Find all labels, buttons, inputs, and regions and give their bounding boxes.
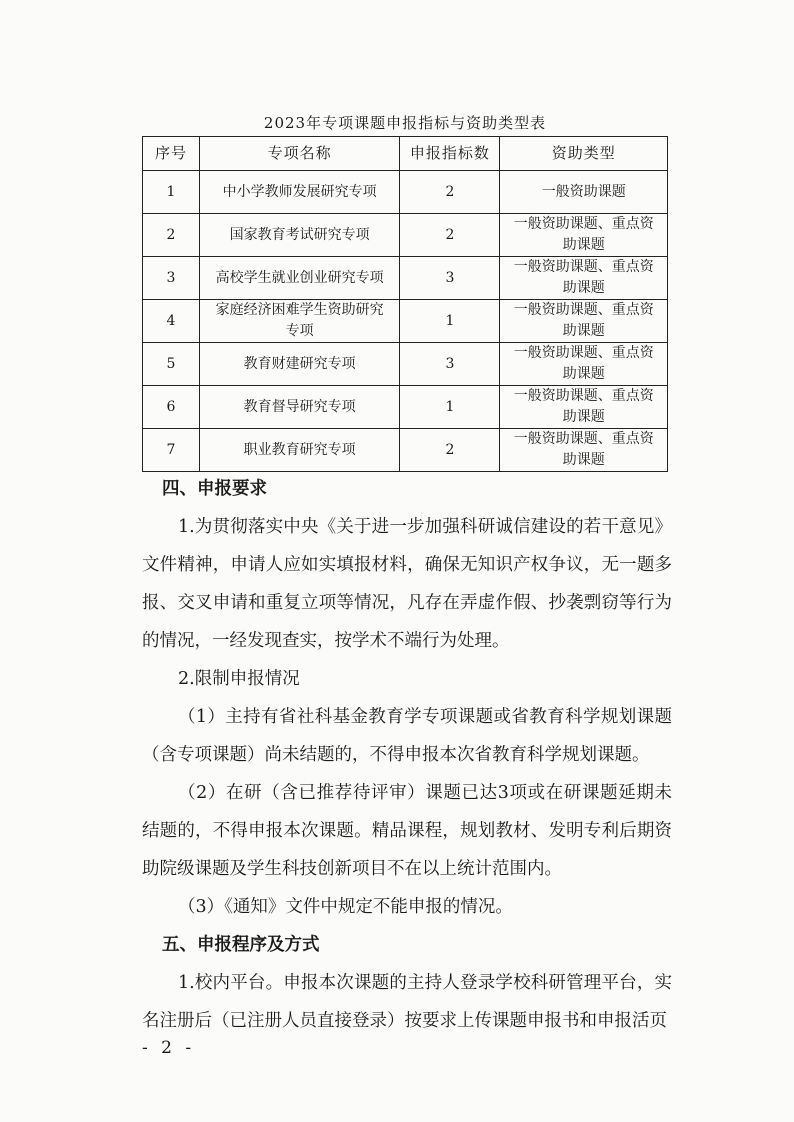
row-name: 家庭经济困难学生资助研究专项 xyxy=(199,300,399,343)
row-no: 3 xyxy=(143,257,200,300)
header-type: 资助类型 xyxy=(500,137,668,171)
table-header-row xyxy=(143,137,668,171)
row-no: 4 xyxy=(143,300,200,343)
paragraph: 1.校内平台。申报本次课题的主持人登录学校科研管理平台，实名注册后（已注册人员直接登录）按要求上传课题申报书和申报活页 xyxy=(142,973,672,1031)
row-type: 一般资助课题、重点资助课题 xyxy=(500,214,668,257)
table-row xyxy=(143,257,668,300)
quota-table xyxy=(142,136,668,472)
body-text xyxy=(142,470,672,1040)
table-row xyxy=(143,343,668,386)
row-name: 国家教育考试研究专项 xyxy=(199,214,399,257)
row-type: 一般资助课题、重点资助课题 xyxy=(500,343,668,386)
row-quota: 2 xyxy=(400,171,500,214)
row-quota: 2 xyxy=(400,214,500,257)
row-no: 5 xyxy=(143,343,200,386)
row-no: 2 xyxy=(143,214,200,257)
table-row xyxy=(143,429,668,472)
row-name: 教育财建研究专项 xyxy=(199,343,399,386)
row-type: 一般资助课题、重点资助课题 xyxy=(500,300,668,343)
header-no: 序号 xyxy=(143,137,200,171)
table-row xyxy=(143,386,668,429)
row-no: 6 xyxy=(143,386,200,429)
page-number: - 2 - xyxy=(142,1038,196,1058)
section-heading: 五、申报程序及方式 xyxy=(162,935,320,955)
header-name: 专项名称 xyxy=(199,137,399,171)
table-row xyxy=(143,171,668,214)
row-quota: 1 xyxy=(400,386,500,429)
row-quota: 1 xyxy=(400,300,500,343)
paragraph: （1）主持有省社科基金教育学专项课题或省教育科学规划课题（含专项课题）尚未结题的，不得申报本次省教育科学规划课题。 xyxy=(142,707,672,765)
paragraph: 2.限制申报情况 xyxy=(178,669,300,689)
row-quota: 3 xyxy=(400,257,500,300)
table-row xyxy=(143,214,668,257)
row-name: 中小学教师发展研究专项 xyxy=(199,171,399,214)
paragraph: （2）在研（含已推荐待评审）课题已达3项或在研课题延期未结题的，不得申报本次课题。精品课程，规划教材、发明专利后期资助院级课题及学生科技创新项目不在以上统计范围内。 xyxy=(142,783,672,879)
row-no: 7 xyxy=(143,429,200,472)
row-name: 高校学生就业创业研究专项 xyxy=(199,257,399,300)
row-type: 一般资助课题、重点资助课题 xyxy=(500,429,668,472)
row-quota: 2 xyxy=(400,429,500,472)
table-title: 2023年专项课题申报指标与资助类型表 xyxy=(263,114,547,132)
table-row xyxy=(143,300,668,343)
row-type: 一般资助课题、重点资助课题 xyxy=(500,257,668,300)
paragraph: （3）《通知》文件中规定不能申报的情况。 xyxy=(178,897,513,917)
paragraph: 1.为贯彻落实中央《关于进一步加强科研诚信建设的若干意见》文件精神，申请人应如实填报材料，确保无知识产权争议，无一题多报、交叉申请和重复立项等情况，凡存在弄虚作假、抄袭剽窃等行为的情况，一经发现查实，按学术不端行为处理。 xyxy=(142,517,672,651)
row-no: 1 xyxy=(143,171,200,214)
row-name: 教育督导研究专项 xyxy=(199,386,399,429)
row-type: 一般资助课题 xyxy=(500,171,668,214)
row-type: 一般资助课题、重点资助课题 xyxy=(500,386,668,429)
section-heading: 四、申报要求 xyxy=(162,479,267,499)
row-name: 职业教育研究专项 xyxy=(199,429,399,472)
header-quota: 申报指标数 xyxy=(400,137,500,171)
row-quota: 3 xyxy=(400,343,500,386)
